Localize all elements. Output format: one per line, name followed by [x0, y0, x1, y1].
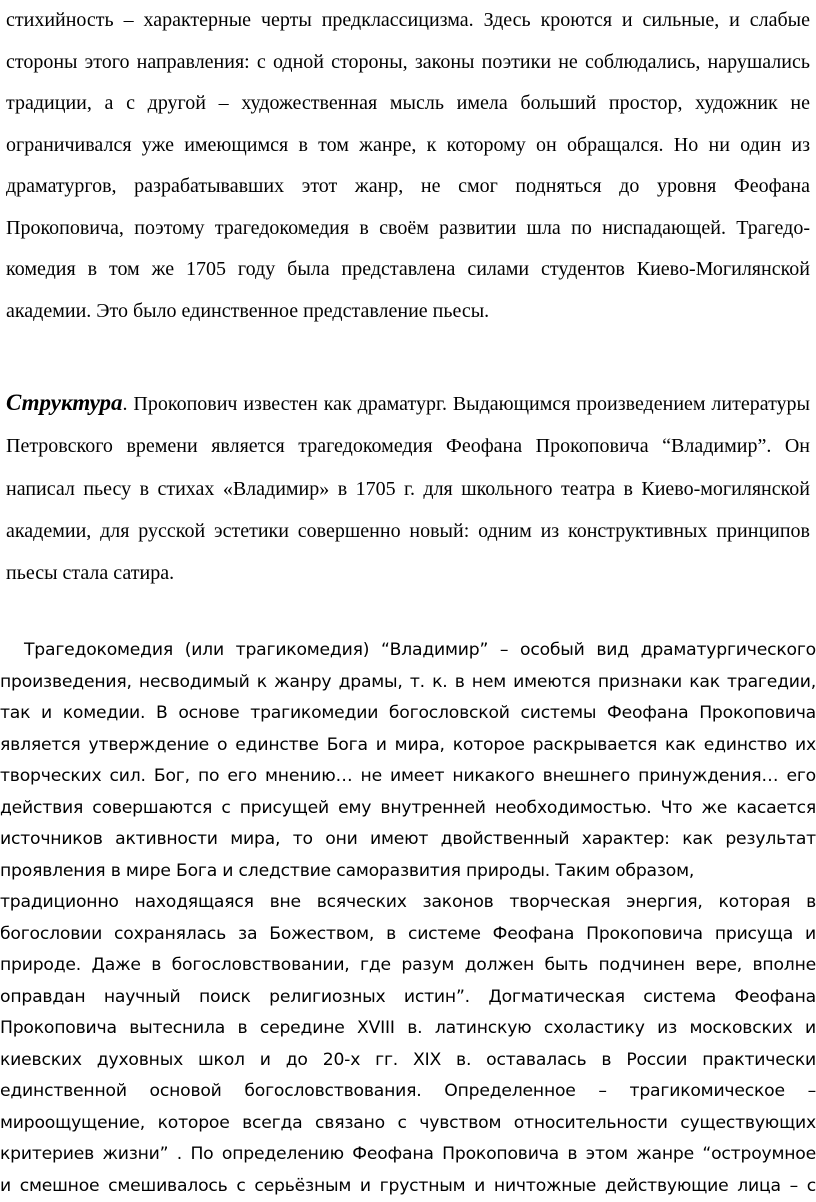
- text-line: источников активности мира, то они имеют двойственный характер: как результат: [0, 829, 816, 849]
- text-line: мироощущение, которое всегда связано с чувством относительности существующих: [0, 1112, 816, 1133]
- structure-heading-punct: .: [122, 393, 128, 415]
- text-line: единственной основой богословствования. Определенное – трагикомическое –: [0, 1081, 816, 1101]
- text-line: природе. Даже в богословствовании, где разум должен быть подчинен вере, вполне: [0, 955, 816, 975]
- text-line: является утверждение о единстве Бога и мира, которое раскрывается как единство их: [0, 734, 816, 755]
- text-line: творческих сил. Бог, по его мнению… не имеет никакого внешнего принуждения… его: [0, 766, 816, 786]
- text-line: так и комедии. В основе трагикомедии богословской системы Феофана Прокоповича: [0, 703, 816, 723]
- structure-paragraph-text: Прокопович известен как драматург. Выдающимся произведением литературы Петровского времени является трагедокомедия Феофана Прокоповича “Владимир”. Он написал пьесу в стихах «Владимир» в 1705 г. для школьного театра в Киево-могилянской академии, для русской эстетики совершенно новый: одним из конструктивных принципов пьесы стала сатира.: [6, 393, 810, 585]
- paragraph-tragicomedy: [0, 635, 816, 1202]
- text-line: проявления в мире Бога и следствие саморазвития природы. Таким образом,: [0, 860, 695, 881]
- paragraph-preclassicism: стихийность – характерные черты предклассицизма. Здесь кроются и сильные, и слабые стороны этого направления: с одной стороны, законы поэтики не соблюдались, нарушались традиции, а с другой – художественная мысль имела больший простор, художник не ограничивался уже имеющимся в том жанре, к которому он обращался. Но ни один из драматургов, разрабатывавших этот жанр, не смог подняться до уровня Феофана Прокоповича, поэтому трагедокомедия в своём развитии шла по ниспадающей. Трагедо-комедия в том же 1705 году была представлена силами студентов Киево-Могилянской академии. Это было единственное представление пьесы.: [6, 9, 810, 322]
- text-line: оправдан научный поиск религиозных истин”. Догматическая система Феофана: [0, 986, 816, 1007]
- text-line: Прокоповича вытеснила в середине XVIII в. латинскую схоластику из московских и: [0, 1018, 816, 1038]
- text-line: критериев жизни” . По определению Феофана Прокоповича в этом жанре “остроумное: [0, 1144, 816, 1164]
- text-line: Трагедокомедия (или трагикомедия) “Владимир” – особый вид драматургического: [24, 640, 816, 660]
- structure-heading: Структура: [6, 390, 123, 415]
- text-line: и смешное смешивалось с серьёзным и грустным и ничтожные действующие лица – с: [0, 1175, 816, 1196]
- text-line: действия совершаются с присущей ему внутренней необходимостью. Что же касается: [0, 797, 816, 818]
- text-line: киевских духовных школ и до 20-х гг. XIX в. оставалась в России практически: [0, 1049, 816, 1070]
- text-line: богословии сохранялась за Божеством, в системе Феофана Прокоповича присуща и: [0, 923, 816, 944]
- text-line: традиционно находящаяся вне всяческих законов творческая энергия, которая в: [0, 892, 816, 912]
- paragraph-structure: [6, 382, 810, 594]
- text-line: произведения, несводимый к жанру драмы, т. к. в нем имеются признаки как трагедии,: [0, 671, 816, 692]
